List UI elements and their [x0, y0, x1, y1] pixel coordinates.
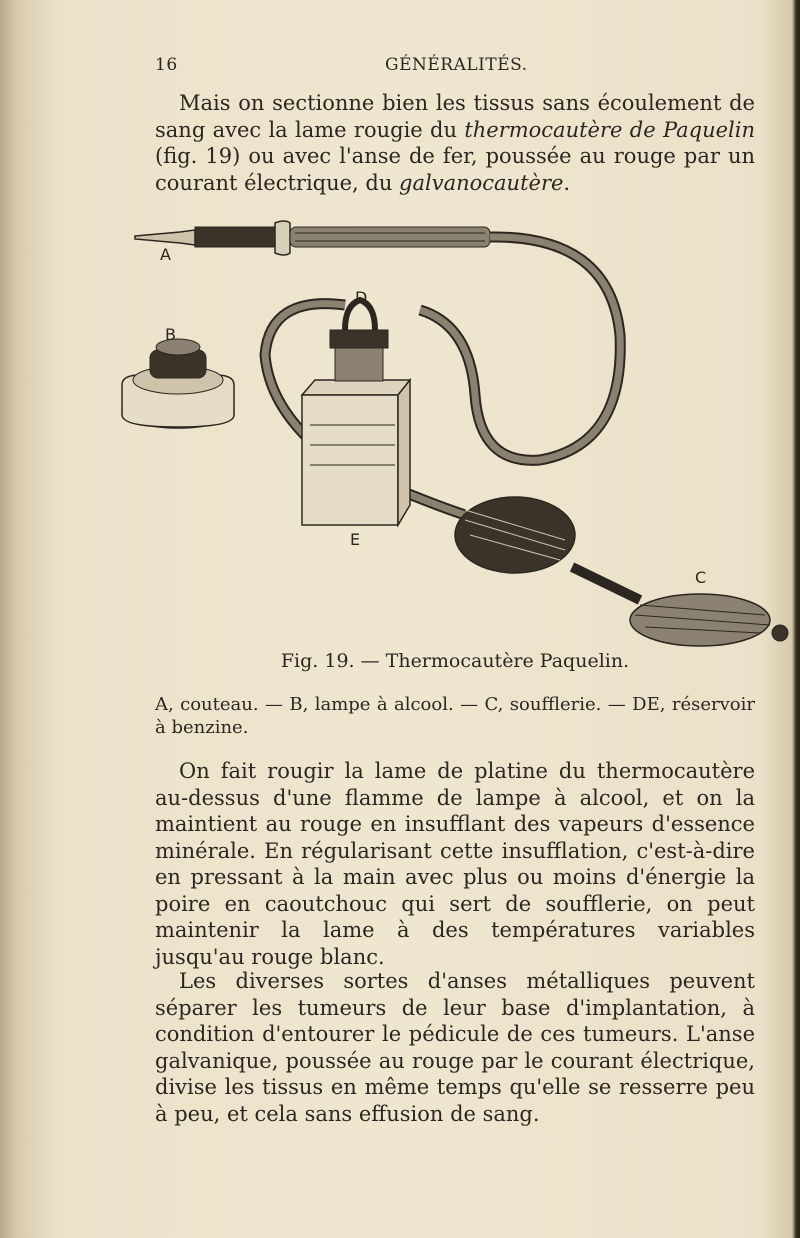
figure-legend: A, couteau. — B, lampe à alcool. — C, soufflerie. — DE, réservoir à benzine. [155, 694, 755, 738]
figure-illustration [120, 215, 790, 660]
page-header [155, 55, 755, 81]
figure-label-a: A [160, 245, 171, 264]
page-number: 16 [155, 55, 178, 75]
figure-caption: Fig. 19. — Thermocautère Paquelin. [280, 650, 630, 672]
lamp-b-illustration [122, 339, 234, 428]
bulb-c-illustration [455, 497, 788, 646]
figure-label-e: E [350, 530, 361, 549]
paragraph-thermocautere: On fait rougir la lame de platine du thermocautère au-dessus d'une flamme de lampe à alcool, et on la maintient au rouge en insufflant des vapeurs d'essence minérale. En régularisant cette insufflation, c'est-à-dire en pressant à la main avec plus ou moins d'énergie la poire en caoutchouc qui sert de soufflerie, on peut maintenir la lame à des températures variables jusqu'au rouge blanc. [155, 759, 755, 969]
paragraph-intro: Mais on sectionne bien les tissus sans écoulement de sang avec la lame rougie du thermocautère de Paquelin (fig. 19) ou avec l'anse de fer, poussée au rouge par un courant électrique, du galvanocautère. [155, 91, 755, 195]
reservoir-e-illustration [302, 300, 410, 525]
knife-a-illustration [135, 221, 490, 255]
figure-label-d: D [355, 288, 368, 307]
running-title: GÉNÉRALITÉS. [385, 55, 528, 75]
figure-label-b: B [165, 325, 176, 344]
term-galvanocautere: galvanocautère [399, 170, 564, 195]
term-thermocautere: thermocautère de Paquelin [464, 117, 755, 142]
figure-label-c: C [695, 568, 707, 587]
paragraph-anses: Les diverses sortes d'anses métalliques peuvent séparer les tumeurs de leur base d'implantation, à condition d'entourer le pédicule de ces tumeurs. L'anse galvanique, poussée au rouge par le courant électrique, divise les tissus en même temps qu'elle se resserre peu à peu, et cela sans effusion de sang. [155, 969, 755, 1126]
